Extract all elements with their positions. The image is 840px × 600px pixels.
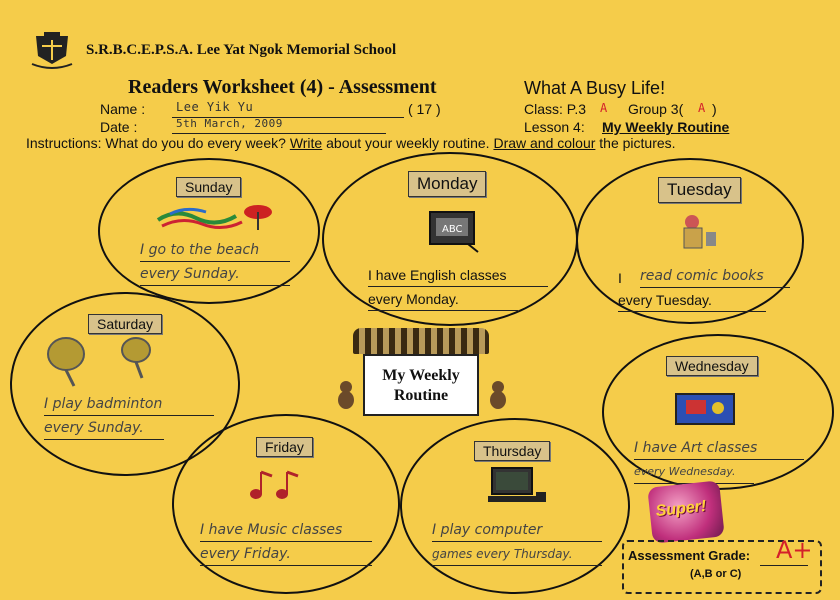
friday-label: Friday xyxy=(256,437,313,457)
svg-text:ABC: ABC xyxy=(442,224,463,235)
center-line1: My Weekly xyxy=(382,367,460,384)
monday-line1: I have English classes xyxy=(368,263,548,287)
sticker-text: Super! xyxy=(654,497,708,521)
name-label: Name : xyxy=(100,101,146,117)
tuesday-line2: every Tuesday. xyxy=(618,288,766,312)
thursday-label: Thursday xyxy=(474,441,550,461)
grade-line xyxy=(760,564,808,566)
center-box xyxy=(363,354,479,416)
name-value: Lee Yik Yu xyxy=(176,100,254,114)
monday-line2: every Monday. xyxy=(368,287,518,311)
thursday-sentence xyxy=(432,518,602,566)
wednesday-sentence xyxy=(634,436,804,484)
awning-decoration xyxy=(353,328,489,354)
sunday-sentence xyxy=(140,238,290,286)
instructions-middle: about your weekly routine. xyxy=(322,135,494,151)
date-label: Date : xyxy=(100,119,138,135)
saturday-line2: every Sunday. xyxy=(44,416,164,440)
friday-sentence xyxy=(200,518,372,566)
monday-sentence xyxy=(368,263,548,311)
teddy-bear-left-icon xyxy=(335,380,357,410)
teddy-bear-right-icon xyxy=(487,380,509,410)
name-number: ( 17 ) xyxy=(408,101,441,117)
sunday-label: Sunday xyxy=(176,177,241,197)
grade-label: Assessment Grade: xyxy=(628,548,751,563)
super-sticker xyxy=(647,480,724,543)
badminton-drawing-icon xyxy=(44,334,164,386)
center-banner xyxy=(353,328,489,428)
group-label: Group 3( xyxy=(628,101,684,117)
grade-value: A+ xyxy=(776,536,813,564)
wednesday-line1: I have Art classes xyxy=(634,436,804,460)
wednesday-line2: every Wednesday. xyxy=(634,460,754,484)
tuesday-line1-pre: I xyxy=(618,270,622,286)
tuesday-sentence-2 xyxy=(618,288,766,312)
sunday-line1: I go to the beach xyxy=(140,238,290,262)
tuesday-label: Tuesday xyxy=(658,177,741,203)
music-notes-icon xyxy=(246,468,306,502)
group-value: A xyxy=(698,101,706,115)
tuesday-line1: read comic books xyxy=(640,264,790,288)
friday-line1: I have Music classes xyxy=(200,518,372,542)
school-name: S.R.B.C.E.P.S.A. Lee Yat Ngok Memorial School xyxy=(86,42,397,58)
instructions-suffix: the pictures. xyxy=(595,135,676,151)
art-drawing-icon xyxy=(672,388,742,428)
grade-options: (A,B or C) xyxy=(690,568,742,580)
date-value: 5th March, 2009 xyxy=(176,117,283,130)
instructions-prefix: Instructions: What do you do every week? xyxy=(26,135,290,151)
thursday-line2: games every Thursday. xyxy=(432,542,602,566)
lesson-title: My Weekly Routine xyxy=(602,119,730,135)
saturday-label: Saturday xyxy=(88,314,162,334)
sunday-line2: every Sunday. xyxy=(140,262,290,286)
school-crest-icon xyxy=(30,28,74,68)
center-line2: Routine xyxy=(393,387,449,404)
lesson-label: Lesson 4: xyxy=(524,119,585,135)
thursday-line1: I play computer xyxy=(432,518,602,542)
friday-line2: every Friday. xyxy=(200,542,372,566)
monday-label: Monday xyxy=(408,171,486,197)
instructions xyxy=(26,135,676,151)
reading-kid-drawing-icon xyxy=(676,212,720,252)
group-close: ) xyxy=(712,101,717,117)
worksheet-title: Readers Worksheet (4) - Assessment xyxy=(128,76,437,98)
instructions-draw: Draw and colour xyxy=(493,135,596,151)
saturday-sentence xyxy=(44,392,214,440)
wednesday-label: Wednesday xyxy=(666,356,758,376)
abc-board-icon xyxy=(428,208,480,252)
instructions-write: Write xyxy=(289,135,323,151)
computer-drawing-icon xyxy=(486,466,548,506)
book-title: What A Busy Life! xyxy=(524,78,666,98)
saturday-line1: I play badminton xyxy=(44,392,214,416)
class-label: Class: P.3 xyxy=(524,101,586,117)
class-value: A xyxy=(600,101,608,115)
beach-drawing-icon xyxy=(156,202,276,234)
tuesday-sentence xyxy=(640,264,790,288)
